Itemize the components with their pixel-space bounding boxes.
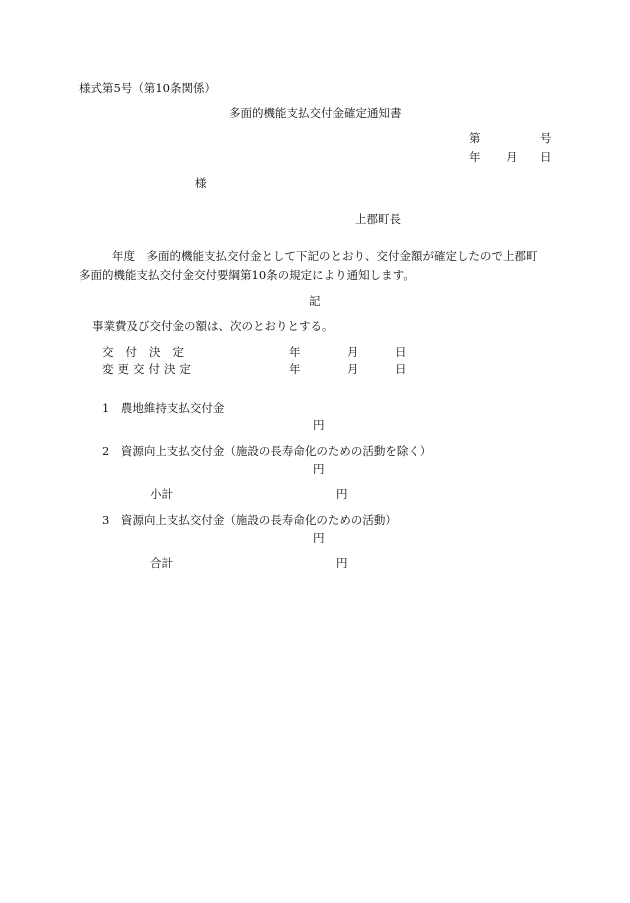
total-label: 合計 [150,556,173,570]
ki-heading: 記 [309,294,321,308]
item-3-yen: 円 [313,531,325,545]
date-day-label: 日 [540,150,552,164]
change-decision-month: 月 [347,362,359,376]
total-yen: 円 [336,556,348,570]
sender-mayor: 上郡町長 [355,212,401,226]
date-month-label: 月 [506,150,518,164]
item-1-label: 1 農地維持支払交付金 [102,401,225,415]
grant-decision-day: 日 [395,345,407,359]
item-2-yen: 円 [313,462,325,476]
change-decision-label: 変更交付決定 [102,362,195,376]
body-line-1: 年度 多面的機能支払交付金として下記のとおり、交付金額が確定したので上郡町 [112,249,538,263]
subtotal-yen: 円 [336,487,348,501]
grant-decision-label: 交付決定 [102,345,196,359]
subtotal-label: 小計 [150,487,173,501]
grant-decision-month: 月 [347,345,359,359]
reference-go-label: 号 [540,131,552,145]
intro-text: 事業費及び交付金の額は、次のとおりとする。 [92,319,334,333]
form-number: 様式第5号（第10条関係） [79,81,216,95]
document-title: 多面的機能支払交付金確定通知書 [229,106,402,120]
item-3-label: 3 資源向上支払交付金（施設の長寿命化のための活動） [102,513,397,527]
body-line-2: 多面的機能支払交付金交付要綱第10条の規定により通知します。 [79,268,415,282]
grant-decision-year: 年 [289,345,301,359]
change-decision-year: 年 [289,362,301,376]
date-year-label: 年 [469,150,481,164]
addressee-honorific: 様 [195,176,207,190]
reference-dai-label: 第 [469,131,481,145]
change-decision-day: 日 [395,362,407,376]
item-2-label: 2 資源向上支払交付金（施設の長寿命化のための活動を除く） [102,444,432,458]
item-1-yen: 円 [313,418,325,432]
